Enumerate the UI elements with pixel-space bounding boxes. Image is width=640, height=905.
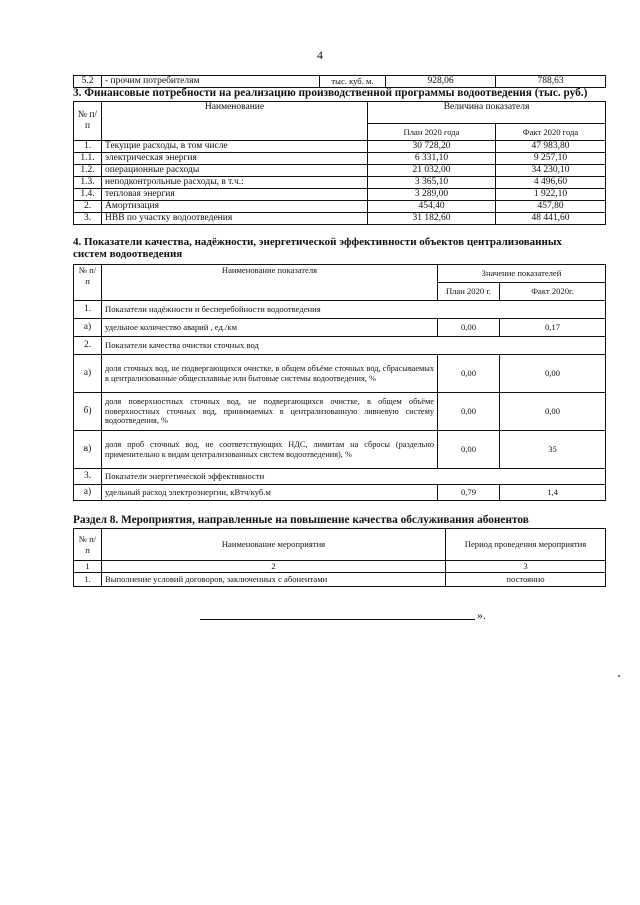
- row-plan: 31 182,60: [368, 213, 496, 225]
- row-name: НВВ по участку водоотведения: [102, 213, 368, 225]
- section8-title: Раздел 8. Мероприятия, направленные на повышение качества обслуживания абонентов: [73, 514, 529, 526]
- col-plan-header: План 2020 г.: [438, 283, 500, 301]
- row-plan: 928,06: [386, 76, 496, 88]
- signature-line: [200, 619, 475, 620]
- row-fact: 0,17: [500, 319, 606, 337]
- row-plan: 0,00: [438, 393, 500, 431]
- row-fact: 9 257,10: [496, 153, 606, 165]
- row-fact: 1 922,10: [496, 189, 606, 201]
- section4-title: 4. Показатели качества, надёжности, энергетической эффективности объектов централизованных систем водоотведения: [73, 236, 562, 260]
- row-num: а): [74, 485, 102, 501]
- col-num-header: № п/п: [74, 265, 102, 301]
- row-num: а): [74, 355, 102, 393]
- row-fact: 47 983,80: [496, 141, 606, 153]
- row-num: б): [74, 393, 102, 431]
- index-cell: 3: [446, 561, 606, 573]
- row-fact: 788,63: [496, 76, 606, 88]
- row-name: Амортизация: [102, 201, 368, 213]
- row-fact: 48 441,60: [496, 213, 606, 225]
- scan-speck: [618, 675, 620, 677]
- row-fact: 0,00: [500, 355, 606, 393]
- row-plan: 0,00: [438, 355, 500, 393]
- row-name: Выполнение условий договоров, заключенных с абонентами: [102, 573, 446, 587]
- section3-table: [73, 101, 606, 225]
- row-plan: 30 728,20: [368, 141, 496, 153]
- row-num: а): [74, 319, 102, 337]
- row-name: операционные расходы: [102, 165, 368, 177]
- index-cell: 2: [102, 561, 446, 573]
- row-name: удельный расход электроэнергии, кВтч/куб.м: [102, 485, 438, 501]
- row-name: удельное количество аварий , ед./км: [102, 319, 438, 337]
- col-fact-header: Факт 2020 года: [496, 124, 606, 141]
- group-num: 3.: [74, 469, 102, 485]
- row-name: электрическая энергия: [102, 153, 368, 165]
- row-period: постоянно: [446, 573, 606, 587]
- group-num: 1.: [74, 301, 102, 319]
- col-period-header: Период проведения мероприятия: [446, 529, 606, 561]
- row-plan: 3 289,00: [368, 189, 496, 201]
- row-num: 1.: [74, 141, 102, 153]
- row-plan: 6 331,10: [368, 153, 496, 165]
- row-num: 1.1.: [74, 153, 102, 165]
- section3-title: 3. Финансовые потребности на реализацию производственной программы водоотведения (тыс. руб.): [73, 87, 588, 99]
- row-fact: 0,00: [500, 393, 606, 431]
- col-value-header: Значение показателей: [438, 265, 606, 283]
- index-cell: 1: [74, 561, 102, 573]
- row-name: доля сточных вод, не подвергающихся очистке, в общем объёме сточных вод, сбрасываемых в централизованные общесплавные или бытовые системы водоотведения, %: [102, 355, 438, 393]
- row-fact: 35: [500, 431, 606, 469]
- col-num-header: № п/п: [74, 102, 102, 141]
- row-plan: 0,00: [438, 431, 500, 469]
- row-num: 2.: [74, 201, 102, 213]
- group-name: Показатели энергетической эффективности: [102, 469, 606, 485]
- col-fact-header: Факт 2020г.: [500, 283, 606, 301]
- section8-table: [73, 528, 606, 587]
- row-num: 1.4.: [74, 189, 102, 201]
- col-name-header: Наименование показателя: [102, 265, 438, 301]
- col-value-header: Величина показателя: [368, 102, 606, 124]
- page-number: 4: [317, 48, 323, 62]
- col-plan-header: План 2020 года: [368, 124, 496, 141]
- row-plan: 0,79: [438, 485, 500, 501]
- closing-quote: ».: [477, 608, 486, 622]
- row-fact: 457,80: [496, 201, 606, 213]
- row-fact: 1,4: [500, 485, 606, 501]
- col-name-header: Наименование мероприятия: [102, 529, 446, 561]
- row-name: неподконтрольные расходы, в т.ч.:: [102, 177, 368, 189]
- group-name: Показатели надёжности и бесперебойности водоотведения: [102, 301, 606, 319]
- col-num-header: № п/п: [74, 529, 102, 561]
- row-fact: 34 230,10: [496, 165, 606, 177]
- row-num: 1.3.: [74, 177, 102, 189]
- group-num: 2.: [74, 337, 102, 355]
- row-num: в): [74, 431, 102, 469]
- row-plan: 21 032,00: [368, 165, 496, 177]
- row-unit: тыс. куб. м.: [320, 76, 386, 88]
- row-num: 1.2.: [74, 165, 102, 177]
- row-num: 1.: [74, 573, 102, 587]
- row-plan: 0,00: [438, 319, 500, 337]
- row-name: доля поверхностных сточных вод, не подвергающихся очистке, в общем объёме поверхностных сточных вод, принимаемых в централизованную ливневую систему водоотведения, %: [102, 393, 438, 431]
- row-num: 5.2: [74, 76, 102, 88]
- row-plan: 454,40: [368, 201, 496, 213]
- row-name: - прочим потребителям: [102, 76, 320, 88]
- row-name: доля проб сточных вод, не соответствующих НДС, лимитам на сбросы (раздельно применительно к видам централизованных систем водоотведения), %: [102, 431, 438, 469]
- section4-table: [73, 264, 606, 501]
- row-num: 3.: [74, 213, 102, 225]
- row-fact: 4 496,60: [496, 177, 606, 189]
- row-name: Текущие расходы, в том числе: [102, 141, 368, 153]
- group-name: Показатели качества очистки сточных вод: [102, 337, 606, 355]
- row-plan: 3 365,10: [368, 177, 496, 189]
- row-name: тепловая энергия: [102, 189, 368, 201]
- col-name-header: Наименование: [102, 102, 368, 141]
